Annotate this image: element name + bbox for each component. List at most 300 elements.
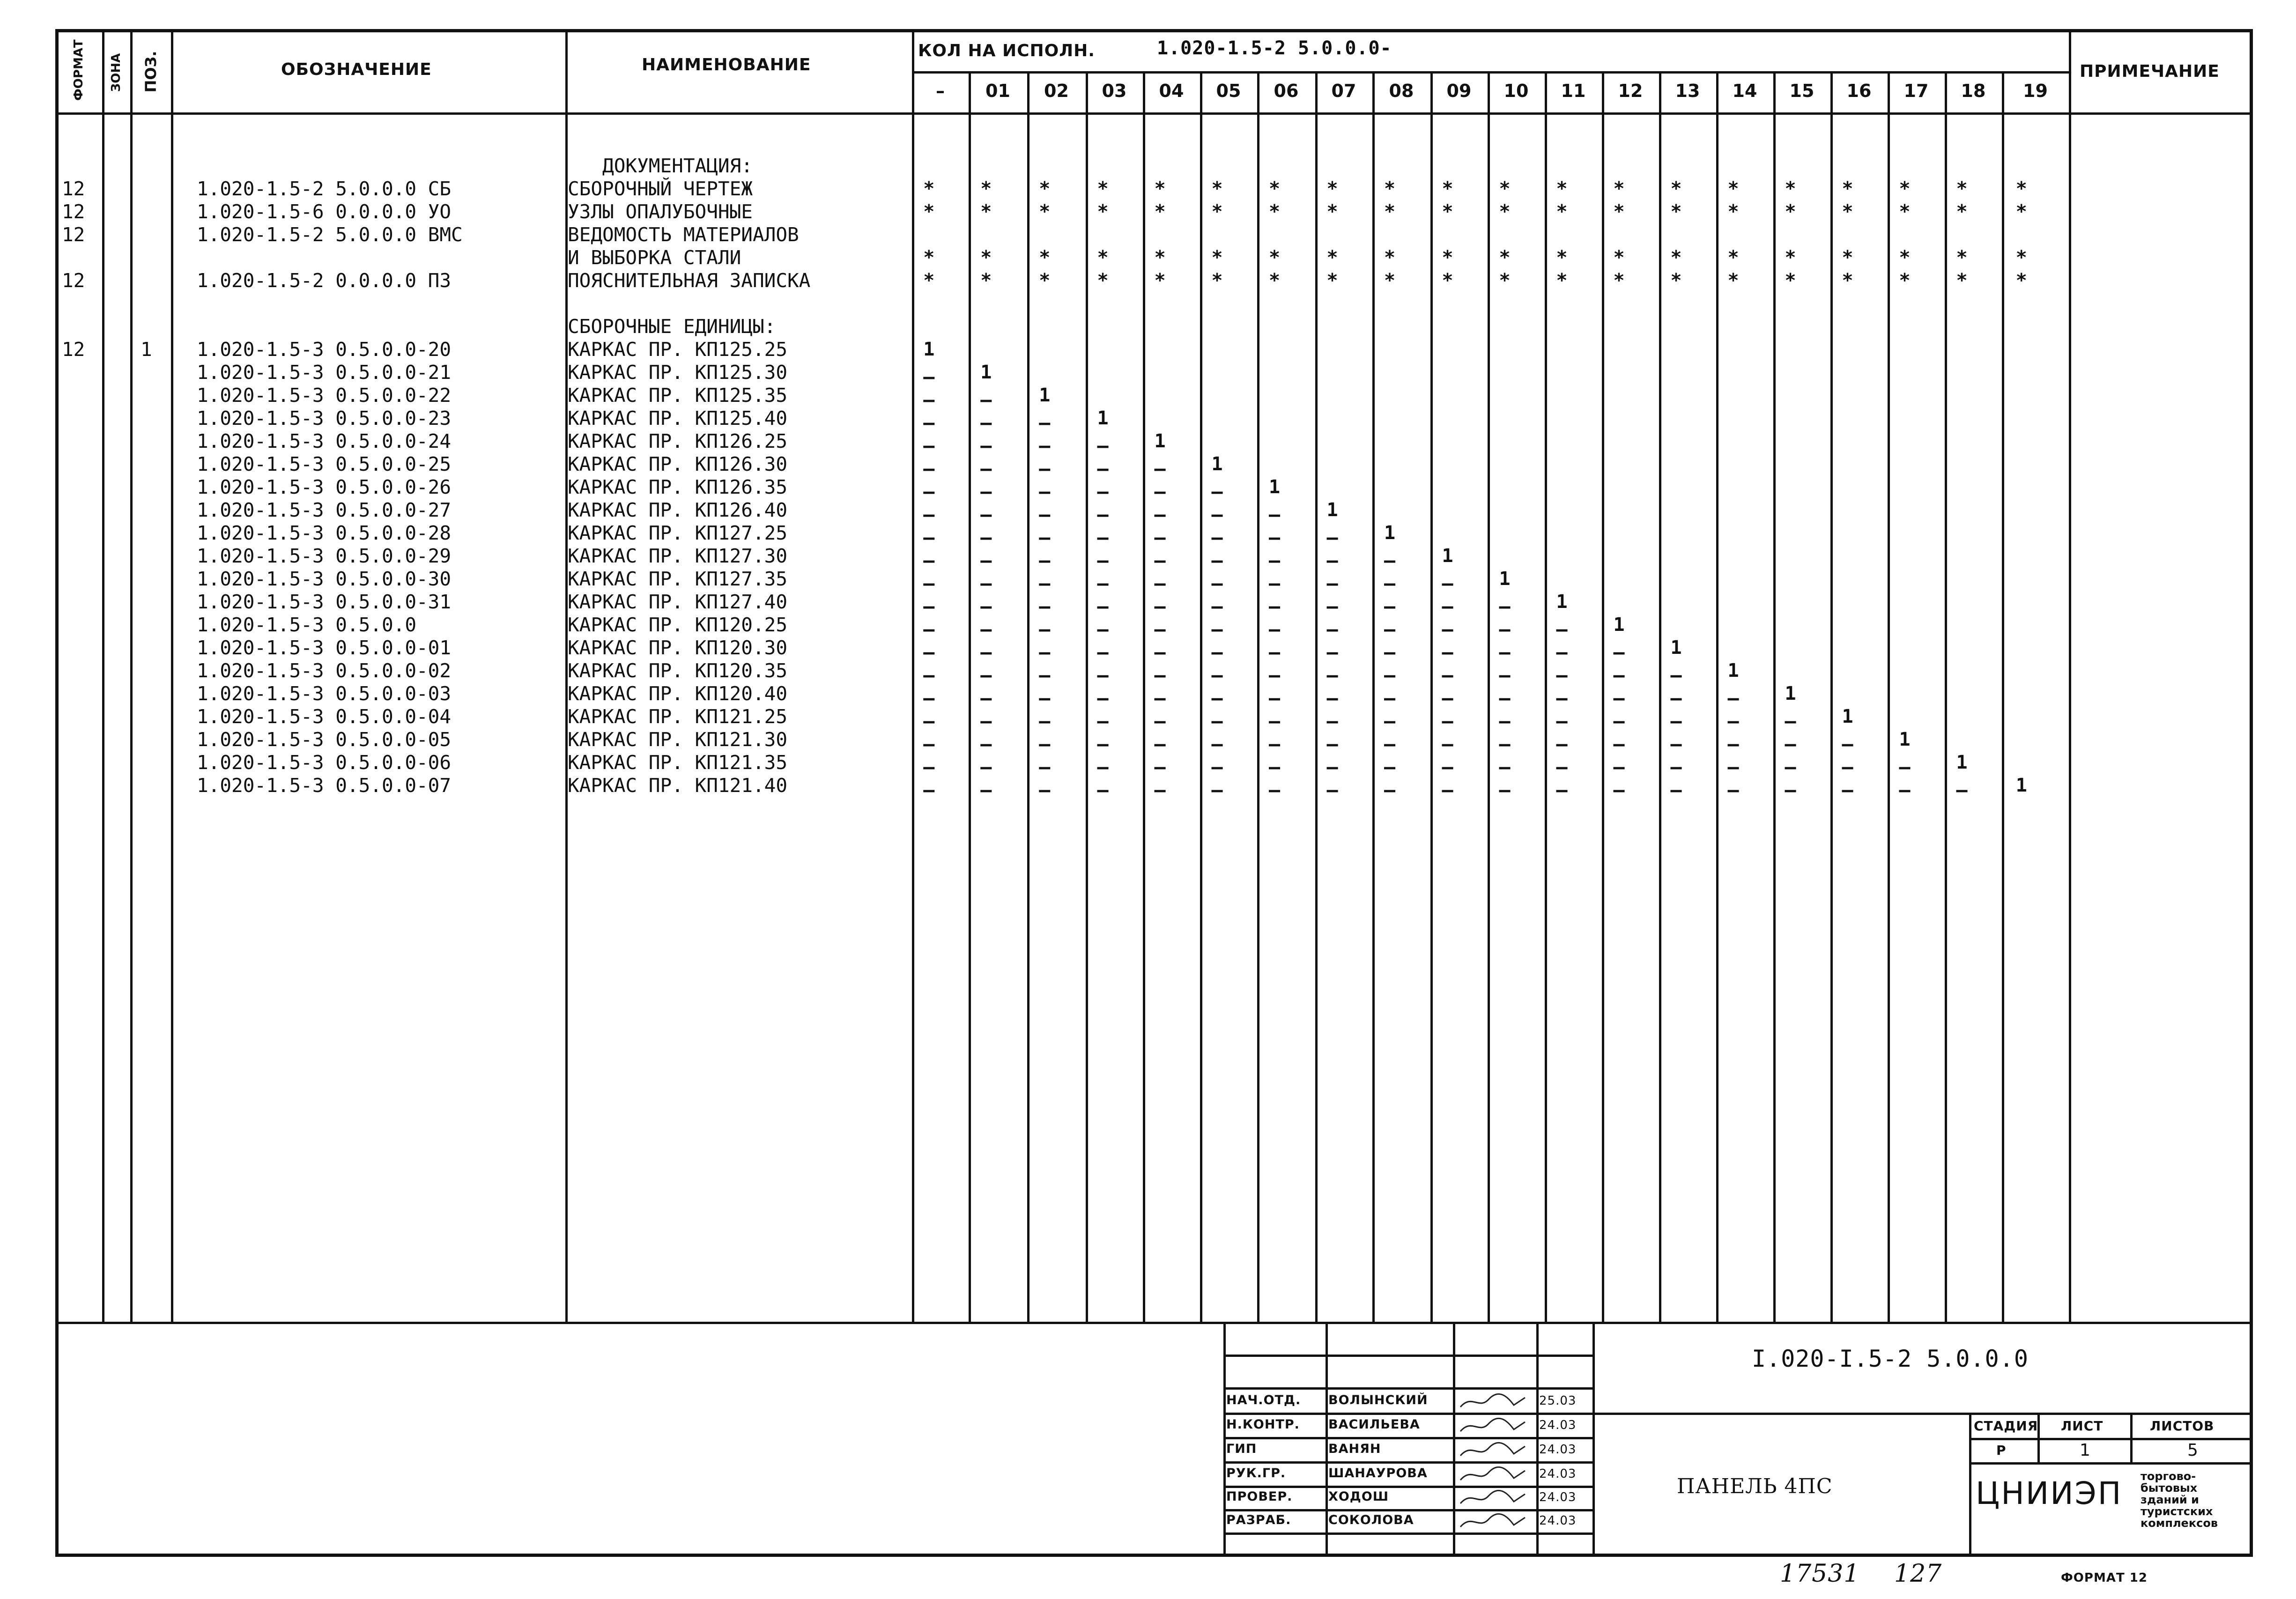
tb-h-7 <box>1223 1509 1592 1511</box>
row-name: КАРКАС ПР. КП120.25 <box>568 614 787 636</box>
qty-mark-dash: – <box>980 756 992 778</box>
qty-mark-dash: – <box>1211 665 1223 686</box>
row-designation: 1.020-1.5-6 0.0.0.0 УО <box>197 200 452 223</box>
qty-mark-dash: – <box>1097 779 1109 801</box>
qty-mark-dash: – <box>1785 779 1796 801</box>
qty-mark-star: * <box>1842 270 1853 291</box>
sheet-label: ЛИСТ <box>2061 1418 2103 1434</box>
qty-mark-star: * <box>1211 178 1223 200</box>
qty-mark-star: * <box>1211 201 1223 222</box>
qty-mark-dash: – <box>1039 504 1051 526</box>
qty-mark-dash: – <box>1727 733 1739 755</box>
qty-mark-dash: – <box>1154 504 1166 526</box>
row-name: КАРКАС ПР. КП126.40 <box>568 499 787 521</box>
qty-mark-one: 1 <box>1326 499 1338 521</box>
row-designation: 1.020-1.5-3 0.5.0.0-31 <box>197 591 452 613</box>
row-name: КАРКАС ПР. КП127.30 <box>568 545 787 567</box>
qty-mark-dash: – <box>1899 756 1911 778</box>
qty-mark-dash: – <box>1670 711 1682 732</box>
qty-mark-star: * <box>1613 247 1625 268</box>
qty-mark-dash: – <box>1613 665 1625 686</box>
qty-mark-dash: – <box>1442 665 1453 686</box>
row-format: 12 <box>62 200 85 223</box>
qty-mark-one: 1 <box>1499 568 1511 590</box>
qty-mark-star: * <box>2015 178 2027 200</box>
row-format: 12 <box>62 223 85 246</box>
qty-mark-star: * <box>1899 270 1911 291</box>
col-line-format <box>102 29 104 1322</box>
stage-label: СТАДИЯ <box>1974 1418 2038 1434</box>
qty-mark-one: 1 <box>1097 407 1109 429</box>
qty-mark-star: * <box>1097 178 1109 200</box>
row-pos: 1 <box>141 338 152 361</box>
qty-mark-dash: – <box>1499 756 1511 778</box>
qty-mark-dash: – <box>923 573 935 594</box>
qty-mark-star: * <box>1556 270 1568 291</box>
signer-name: ШАНАУРОВА <box>1328 1466 1428 1481</box>
variant-label: 16 <box>1846 81 1872 101</box>
col-line-zone <box>130 29 133 1322</box>
qty-mark-one: 1 <box>1556 591 1568 613</box>
qty-mark-star: * <box>1956 178 1968 200</box>
tb-h-5 <box>1223 1461 1592 1464</box>
qty-mark-dash: – <box>980 527 992 548</box>
qty-col-line <box>1716 71 1718 1322</box>
qty-mark-dash: – <box>1384 619 1396 640</box>
header-name: НАИМЕНОВАНИЕ <box>642 55 811 74</box>
tb-line-3 <box>1453 1322 1455 1557</box>
qty-mark-dash: – <box>1326 733 1338 755</box>
signer-role: Н.КОНТР. <box>1226 1417 1300 1432</box>
qty-mark-dash: – <box>1039 688 1051 709</box>
qty-mark-dash: – <box>1211 596 1223 617</box>
qty-mark-dash: – <box>1442 642 1453 663</box>
qty-mark-dash: – <box>1039 733 1051 755</box>
qty-mark-dash: – <box>1268 642 1281 663</box>
variant-label: 12 <box>1618 81 1643 101</box>
qty-mark-one: 1 <box>1899 729 1911 750</box>
signer-role: РУК.ГР. <box>1226 1466 1286 1481</box>
qty-mark-dash: – <box>1154 550 1166 571</box>
qty-mark-dash: – <box>1785 711 1796 732</box>
org-note-line: бытовых <box>2140 1481 2198 1495</box>
tb-line-2 <box>1326 1322 1328 1557</box>
qty-mark-dash: – <box>923 756 935 778</box>
qty-mark-dash: – <box>1556 642 1568 663</box>
qty-col-line <box>969 71 971 1322</box>
qty-mark-star: * <box>1442 201 1453 222</box>
qty-mark-dash: – <box>1268 779 1281 801</box>
qty-mark-dash: – <box>1442 779 1453 801</box>
tb-h-1 <box>1223 1355 1592 1357</box>
signer-role: РАЗРАБ. <box>1226 1513 1291 1527</box>
qty-mark-dash: – <box>1154 481 1166 503</box>
row-name: КАРКАС ПР. КП127.40 <box>568 591 787 613</box>
qty-mark-star: * <box>923 247 935 268</box>
row-name: КАРКАС ПР. КП121.25 <box>568 705 787 728</box>
qty-mark-dash: – <box>923 481 935 503</box>
qty-mark-dash: – <box>1499 619 1511 640</box>
qty-mark-one: 1 <box>980 362 992 383</box>
qty-mark-dash: – <box>1899 779 1911 801</box>
col-line-pos <box>171 29 173 1322</box>
format-note: ФОРМАТ 12 <box>2061 1571 2148 1585</box>
row-designation: 1.020-1.5-3 0.5.0.0-30 <box>197 568 452 590</box>
qty-mark-star: * <box>2015 201 2027 222</box>
signer-role: ГИП <box>1226 1442 1257 1456</box>
qty-mark-dash: – <box>1154 527 1166 548</box>
qty-col-line <box>1488 71 1490 1322</box>
qty-mark-dash: – <box>1384 711 1396 732</box>
qty-mark-star: * <box>980 201 992 222</box>
signer-date: 24.03 <box>1539 1443 1577 1457</box>
qty-mark-dash: – <box>1211 779 1223 801</box>
signer-date: 24.03 <box>1539 1490 1577 1504</box>
qty-mark-dash: – <box>1097 504 1109 526</box>
qty-mark-dash: – <box>1211 642 1223 663</box>
qty-mark-dash: – <box>1039 642 1051 663</box>
qty-mark-dash: – <box>923 389 935 411</box>
qty-mark-star: * <box>1499 247 1511 268</box>
qty-mark-dash: – <box>1097 573 1109 594</box>
qty-mark-star: * <box>1899 201 1911 222</box>
qty-mark-star: * <box>1956 270 1968 291</box>
variant-label: 01 <box>985 81 1010 101</box>
qty-mark-dash: – <box>1670 779 1682 801</box>
qty-mark-dash: – <box>1268 504 1281 526</box>
qty-mark-dash: – <box>980 504 992 526</box>
qty-mark-dash: – <box>923 435 935 457</box>
variant-label: 02 <box>1044 81 1069 101</box>
row-designation: 1.020-1.5-3 0.5.0.0-23 <box>197 407 452 429</box>
qty-mark-dash: – <box>1211 527 1223 548</box>
qty-mark-one: 1 <box>923 339 935 360</box>
qty-mark-dash: – <box>1384 756 1396 778</box>
signer-role: ПРОВЕР. <box>1226 1489 1293 1504</box>
variant-label: 05 <box>1216 81 1241 101</box>
tb-h-3 <box>1223 1413 2253 1415</box>
qty-mark-one: 1 <box>1268 476 1281 498</box>
qty-mark-dash: – <box>1499 711 1511 732</box>
row-designation: 1.020-1.5-3 0.5.0.0-27 <box>197 499 452 521</box>
qty-mark-dash: – <box>980 573 992 594</box>
qty-mark-dash: – <box>1154 458 1166 480</box>
header-designation: ОБОЗНАЧЕНИЕ <box>281 60 432 79</box>
qty-mark-dash: – <box>923 412 935 434</box>
qty-col-line <box>1602 71 1604 1322</box>
qty-mark-one: 1 <box>1670 637 1682 659</box>
qty-mark-dash: – <box>980 389 992 411</box>
qty-mark-star: * <box>1842 247 1853 268</box>
row-designation: 1.020-1.5-2 5.0.0.0 ВМС <box>197 223 463 246</box>
org-note-line: торгово- <box>2140 1470 2196 1483</box>
qty-mark-dash: – <box>980 596 992 617</box>
signature-scribble <box>1458 1488 1528 1512</box>
qty-mark-dash: – <box>1097 481 1109 503</box>
signature-mark <box>1458 1464 1528 1485</box>
qty-mark-dash: – <box>923 779 935 801</box>
qty-mark-one: 1 <box>1842 706 1853 727</box>
row-name: КАРКАС ПР. КП120.35 <box>568 659 787 682</box>
qty-mark-dash: – <box>980 733 992 755</box>
tb-line-1 <box>1223 1322 1226 1557</box>
qty-mark-star: * <box>1039 201 1051 222</box>
qty-mark-dash: – <box>1039 756 1051 778</box>
qty-mark-dash: – <box>980 412 992 434</box>
qty-mark-dash: – <box>1842 733 1853 755</box>
qty-mark-dash: – <box>1613 711 1625 732</box>
qty-mark-dash: – <box>1499 779 1511 801</box>
tb-stage-h1 <box>1969 1438 2253 1440</box>
qty-mark-dash: – <box>1785 756 1796 778</box>
qty-mark-star: * <box>1211 247 1223 268</box>
qty-mark-star: * <box>923 178 935 200</box>
qty-mark-star: * <box>1727 178 1739 200</box>
row-name: И ВЫБОРКА СТАЛИ <box>568 246 741 269</box>
row-name: КАРКАС ПР. КП125.35 <box>568 384 787 407</box>
org-note-line: комплексов <box>2140 1517 2218 1530</box>
qty-mark-one: 1 <box>1384 522 1396 544</box>
doc-code: I.020-I.5-2 5.0.0.0 <box>1752 1345 2029 1372</box>
col-line-name <box>912 29 914 1322</box>
row-name: КАРКАС ПР. КП126.30 <box>568 453 787 475</box>
qty-mark-dash: – <box>1097 596 1109 617</box>
row-format: 12 <box>62 338 85 361</box>
qty-mark-star: * <box>1727 247 1739 268</box>
qty-mark-dash: – <box>1039 435 1051 457</box>
qty-mark-dash: – <box>1670 665 1682 686</box>
qty-mark-dash: – <box>1154 665 1166 686</box>
row-name: ДОКУМЕНТАЦИЯ: <box>568 155 753 177</box>
qty-mark-dash: – <box>1154 573 1166 594</box>
qty-mark-dash: – <box>1039 779 1051 801</box>
signature-mark <box>1458 1488 1528 1508</box>
qty-mark-one: 1 <box>1956 752 1968 773</box>
qty-mark-dash: – <box>1039 711 1051 732</box>
row-designation: 1.020-1.5-3 0.5.0.0-29 <box>197 545 452 567</box>
qty-mark-dash: – <box>1613 733 1625 755</box>
stage-value: Р <box>1996 1443 2007 1458</box>
qty-mark-dash: – <box>1442 619 1453 640</box>
row-designation: 1.020-1.5-3 0.5.0.0-24 <box>197 430 452 452</box>
qty-col-line <box>1086 71 1088 1322</box>
qty-mark-dash: – <box>1556 756 1568 778</box>
qty-mark-star: * <box>1326 247 1338 268</box>
qty-mark-dash: – <box>1154 619 1166 640</box>
qty-mark-dash: – <box>1556 688 1568 709</box>
qty-mark-star: * <box>923 270 935 291</box>
qty-mark-star: * <box>1268 178 1281 200</box>
qty-mark-star: * <box>980 270 992 291</box>
signer-name: ВАСИЛЬЕВА <box>1328 1417 1420 1432</box>
qty-mark-star: * <box>1899 178 1911 200</box>
qty-mark-dash: – <box>1268 756 1281 778</box>
qty-col-line <box>1545 71 1547 1322</box>
qty-mark-dash: – <box>1442 688 1453 709</box>
qty-mark-one: 1 <box>2015 775 2027 796</box>
org-note <box>2140 1471 2253 1529</box>
signature-scribble <box>1458 1511 1528 1535</box>
qty-mark-one: 1 <box>1613 614 1625 636</box>
row-name: КАРКАС ПР. КП121.35 <box>568 751 787 774</box>
qty-mark-dash: – <box>1670 688 1682 709</box>
qty-mark-dash: – <box>1268 527 1281 548</box>
sheets-value: 5 <box>2187 1441 2199 1460</box>
header-qty-prefix: 1.020-1.5-2 5.0.0.0- <box>1157 37 1392 59</box>
qty-mark-star: * <box>1727 270 1739 291</box>
qty-mark-star: * <box>1670 247 1682 268</box>
variant-label: 07 <box>1331 81 1356 101</box>
page-number: 127 <box>1894 1560 1942 1588</box>
row-name: ПОЯСНИТЕЛЬНАЯ ЗАПИСКА <box>568 269 811 292</box>
qty-mark-dash: – <box>1154 688 1166 709</box>
variant-label: 03 <box>1102 81 1127 101</box>
qty-mark-dash: – <box>980 688 992 709</box>
qty-mark-one: 1 <box>1154 430 1166 452</box>
signature-scribble <box>1458 1415 1528 1440</box>
qty-mark-dash: – <box>1097 665 1109 686</box>
qty-mark-dash: – <box>1039 596 1051 617</box>
qty-col-line <box>1773 71 1776 1322</box>
qty-mark-star: * <box>1785 201 1796 222</box>
header-pos: ПОЗ. <box>142 51 160 93</box>
variant-label: 14 <box>1732 81 1757 101</box>
qty-mark-star: * <box>1326 178 1338 200</box>
qty-mark-one: 1 <box>1039 385 1051 406</box>
row-name: КАРКАС ПР. КП125.25 <box>568 338 787 361</box>
signature-mark <box>1458 1511 1528 1532</box>
qty-mark-dash: – <box>980 481 992 503</box>
qty-mark-dash: – <box>1442 711 1453 732</box>
qty-mark-dash: – <box>980 642 992 663</box>
qty-mark-dash: – <box>1097 711 1109 732</box>
qty-mark-dash: – <box>1842 779 1853 801</box>
qty-mark-star: * <box>1097 201 1109 222</box>
qty-mark-star: * <box>1097 247 1109 268</box>
qty-col-line <box>2002 71 2004 1322</box>
qty-mark-dash: – <box>1326 779 1338 801</box>
qty-mark-dash: – <box>1039 619 1051 640</box>
qty-mark-star: * <box>1384 201 1396 222</box>
qty-mark-dash: – <box>1097 527 1109 548</box>
qty-col-line <box>1945 71 1947 1322</box>
row-name: КАРКАС ПР. КП125.30 <box>568 361 787 384</box>
signature-mark <box>1458 1415 1528 1436</box>
qty-col-line <box>1315 71 1318 1322</box>
signature-mark <box>1458 1391 1528 1412</box>
qty-col-line <box>1027 71 1029 1322</box>
qty-mark-star: * <box>980 247 992 268</box>
qty-mark-dash: – <box>1211 688 1223 709</box>
qty-mark-star: * <box>1097 270 1109 291</box>
row-name: СБОРОЧНЫЙ ЧЕРТЕЖ <box>568 178 753 200</box>
qty-mark-dash: – <box>1613 779 1625 801</box>
qty-mark-dash: – <box>1326 596 1338 617</box>
qty-mark-dash: – <box>1154 711 1166 732</box>
qty-mark-star: * <box>1384 178 1396 200</box>
qty-mark-dash: – <box>1097 458 1109 480</box>
qty-mark-dash: – <box>1097 619 1109 640</box>
qty-mark-star: * <box>1613 201 1625 222</box>
qty-mark-dash: – <box>923 711 935 732</box>
qty-mark-dash: – <box>1211 550 1223 571</box>
qty-mark-dash: – <box>1154 733 1166 755</box>
qty-mark-star: * <box>1499 201 1511 222</box>
qty-mark-dash: – <box>1384 596 1396 617</box>
qty-mark-star: * <box>1956 247 1968 268</box>
qty-mark-star: * <box>1956 201 1968 222</box>
qty-mark-dash: – <box>1613 756 1625 778</box>
row-name: КАРКАС ПР. КП120.30 <box>568 637 787 659</box>
row-designation: 1.020-1.5-3 0.5.0.0-28 <box>197 522 452 544</box>
qty-mark-dash: – <box>1211 711 1223 732</box>
sheet-value: 1 <box>2080 1441 2091 1460</box>
org-note-line: зданий и <box>2140 1493 2199 1506</box>
qty-mark-star: * <box>1442 270 1453 291</box>
qty-mark-dash: – <box>923 366 935 388</box>
qty-col-line <box>1659 71 1661 1322</box>
variant-label: 15 <box>1789 81 1815 101</box>
qty-mark-dash: – <box>1670 756 1682 778</box>
qty-mark-dash: – <box>1384 642 1396 663</box>
qty-mark-dash: – <box>1556 779 1568 801</box>
qty-col-line <box>1200 71 1202 1322</box>
row-designation: 1.020-1.5-3 0.5.0.0-01 <box>197 637 452 659</box>
row-designation: 1.020-1.5-3 0.5.0.0-06 <box>197 751 452 774</box>
qty-mark-one: 1 <box>1727 660 1739 681</box>
row-name: КАРКАС ПР. КП125.40 <box>568 407 787 429</box>
row-designation: 1.020-1.5-3 0.5.0.0 <box>197 614 416 636</box>
qty-mark-dash: – <box>980 779 992 801</box>
qty-mark-dash: – <box>1613 688 1625 709</box>
qty-mark-star: * <box>1268 201 1281 222</box>
qty-mark-dash: – <box>1384 779 1396 801</box>
qty-mark-one: 1 <box>1785 683 1796 704</box>
signature-scribble <box>1458 1440 1528 1464</box>
row-designation: 1.020-1.5-3 0.5.0.0-20 <box>197 338 452 361</box>
qty-mark-star: * <box>1442 178 1453 200</box>
qty-mark-star: * <box>1613 178 1625 200</box>
qty-mark-dash: – <box>1326 642 1338 663</box>
qty-mark-dash: – <box>1039 458 1051 480</box>
sheets-label: ЛИСТОВ <box>2150 1418 2215 1434</box>
qty-mark-star: * <box>1211 270 1223 291</box>
qty-mark-dash: – <box>980 619 992 640</box>
qty-mark-dash: – <box>923 458 935 480</box>
qty-mark-star: * <box>1268 247 1281 268</box>
qty-mark-dash: – <box>1097 733 1109 755</box>
qty-mark-dash: – <box>923 619 935 640</box>
qty-mark-dash: – <box>1268 711 1281 732</box>
qty-mark-star: * <box>1670 201 1682 222</box>
qty-mark-dash: – <box>1326 619 1338 640</box>
tb-line-5 <box>1592 1322 1595 1557</box>
header-zone: ЗОНА <box>109 53 123 92</box>
signer-name: ВАНЯН <box>1328 1442 1381 1456</box>
qty-mark-dash: – <box>1039 573 1051 594</box>
qty-mark-dash: – <box>1785 733 1796 755</box>
header-note: ПРИМЕЧАНИЕ <box>2080 62 2220 81</box>
qty-mark-dash: – <box>1039 412 1051 434</box>
qty-mark-dash: – <box>1211 481 1223 503</box>
qty-mark-dash: – <box>923 665 935 686</box>
header-qty: КОЛ НА ИСПОЛН. <box>918 41 1095 60</box>
qty-mark-star: * <box>980 178 992 200</box>
qty-mark-star: * <box>1556 201 1568 222</box>
row-designation: 1.020-1.5-3 0.5.0.0-25 <box>197 453 452 475</box>
qty-mark-star: * <box>1613 270 1625 291</box>
signer-date: 25.03 <box>1539 1394 1577 1408</box>
